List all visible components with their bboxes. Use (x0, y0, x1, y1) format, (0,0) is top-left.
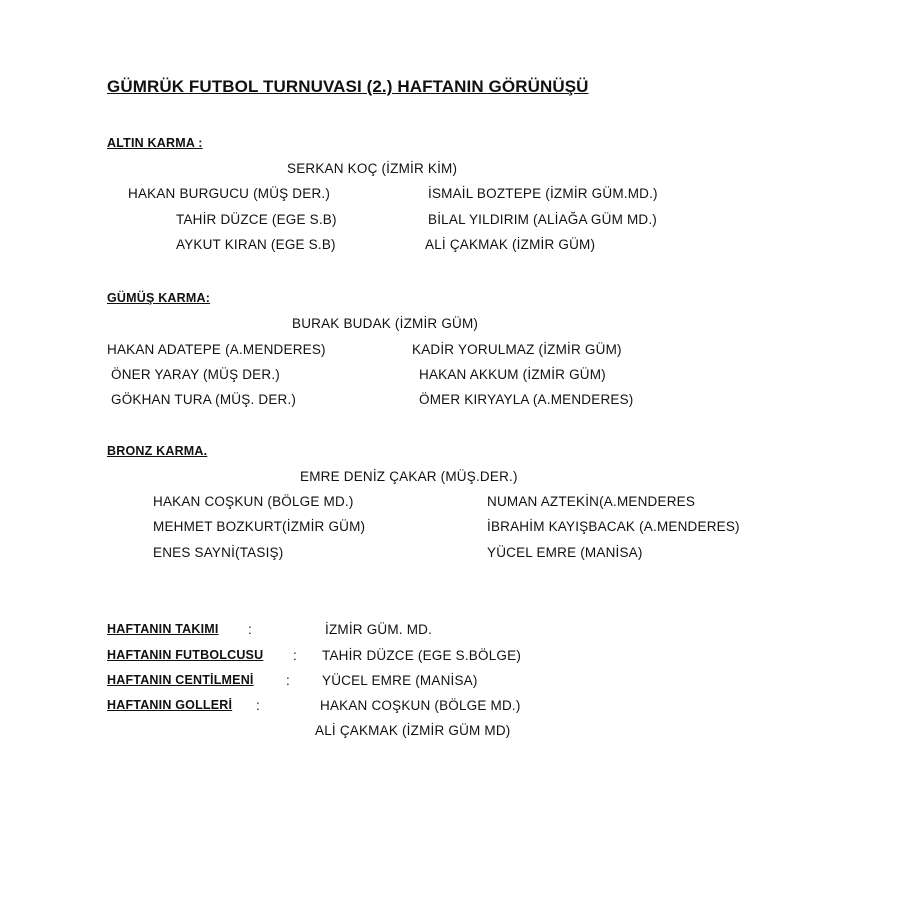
gumus-top-player: BURAK BUDAK (İZMİR GÜM) (292, 316, 479, 331)
altin-right-player: ALİ ÇAKMAK (İZMİR GÜM) (425, 237, 596, 252)
gumus-karma-heading: GÜMÜŞ KARMA: (107, 291, 211, 305)
bronz-right-player: İBRAHİM KAYIŞBACAK (A.MENDERES) (487, 519, 740, 534)
gumus-right-player: HAKAN AKKUM (İZMİR GÜM) (419, 367, 606, 382)
award-separator: : (248, 622, 252, 637)
gumus-left-player: GÖKHAN TURA (MÜŞ. DER.) (111, 392, 297, 407)
altin-karma-heading: ALTIN KARMA : (107, 136, 203, 150)
award-label-team: HAFTANIN TAKIMI (107, 622, 219, 636)
award-value-goals-extra: ALİ ÇAKMAK (İZMİR GÜM MD) (315, 723, 511, 738)
gumus-right-player: KADİR YORULMAZ (İZMİR GÜM) (412, 342, 622, 357)
bronz-left-player: MEHMET BOZKURT(İZMİR GÜM) (153, 519, 366, 534)
award-separator: : (286, 673, 290, 688)
gumus-left-player: HAKAN ADATEPE (A.MENDERES) (107, 342, 326, 357)
award-value-team: İZMİR GÜM. MD. (325, 622, 433, 637)
altin-right-player: İSMAİL BOZTEPE (İZMİR GÜM.MD.) (428, 186, 658, 201)
altin-left-player: HAKAN BURGUCU (MÜŞ DER.) (128, 186, 331, 201)
bronz-top-player: EMRE DENİZ ÇAKAR (MÜŞ.DER.) (300, 469, 518, 484)
award-value-player: TAHİR DÜZCE (EGE S.BÖLGE) (322, 648, 522, 663)
altin-left-player: AYKUT KIRAN (EGE S.B) (176, 237, 336, 252)
gumus-left-player: ÖNER YARAY (MÜŞ DER.) (111, 367, 280, 382)
bronz-right-player: NUMAN AZTEKİN(A.MENDERES (487, 494, 696, 509)
award-label-player: HAFTANIN FUTBOLCUSU (107, 648, 264, 662)
altin-right-player: BİLAL YILDIRIM (ALİAĞA GÜM MD.) (428, 212, 658, 227)
award-value-gentleman: YÜCEL EMRE (MANİSA) (322, 673, 478, 688)
award-separator: : (293, 648, 297, 663)
altin-left-player: TAHİR DÜZCE (EGE S.B) (176, 212, 337, 227)
bronz-left-player: HAKAN COŞKUN (BÖLGE MD.) (153, 494, 354, 509)
gumus-right-player: ÖMER KIRYAYLA (A.MENDERES) (419, 392, 634, 407)
bronz-karma-heading: BRONZ KARMA. (107, 444, 208, 458)
award-value-goals: HAKAN COŞKUN (BÖLGE MD.) (320, 698, 521, 713)
award-label-goals: HAFTANIN GOLLERİ (107, 698, 233, 712)
award-label-gentleman: HAFTANIN CENTİLMENİ (107, 673, 254, 687)
altin-top-player: SERKAN KOÇ (İZMİR KİM) (287, 161, 458, 176)
bronz-left-player: ENES SAYNİ(TASIŞ) (153, 545, 284, 560)
bronz-right-player: YÜCEL EMRE (MANİSA) (487, 545, 643, 560)
page-title: GÜMRÜK FUTBOL TURNUVASI (2.) HAFTANIN GÖRÜNÜŞÜ (107, 77, 589, 96)
award-separator: : (256, 698, 260, 713)
